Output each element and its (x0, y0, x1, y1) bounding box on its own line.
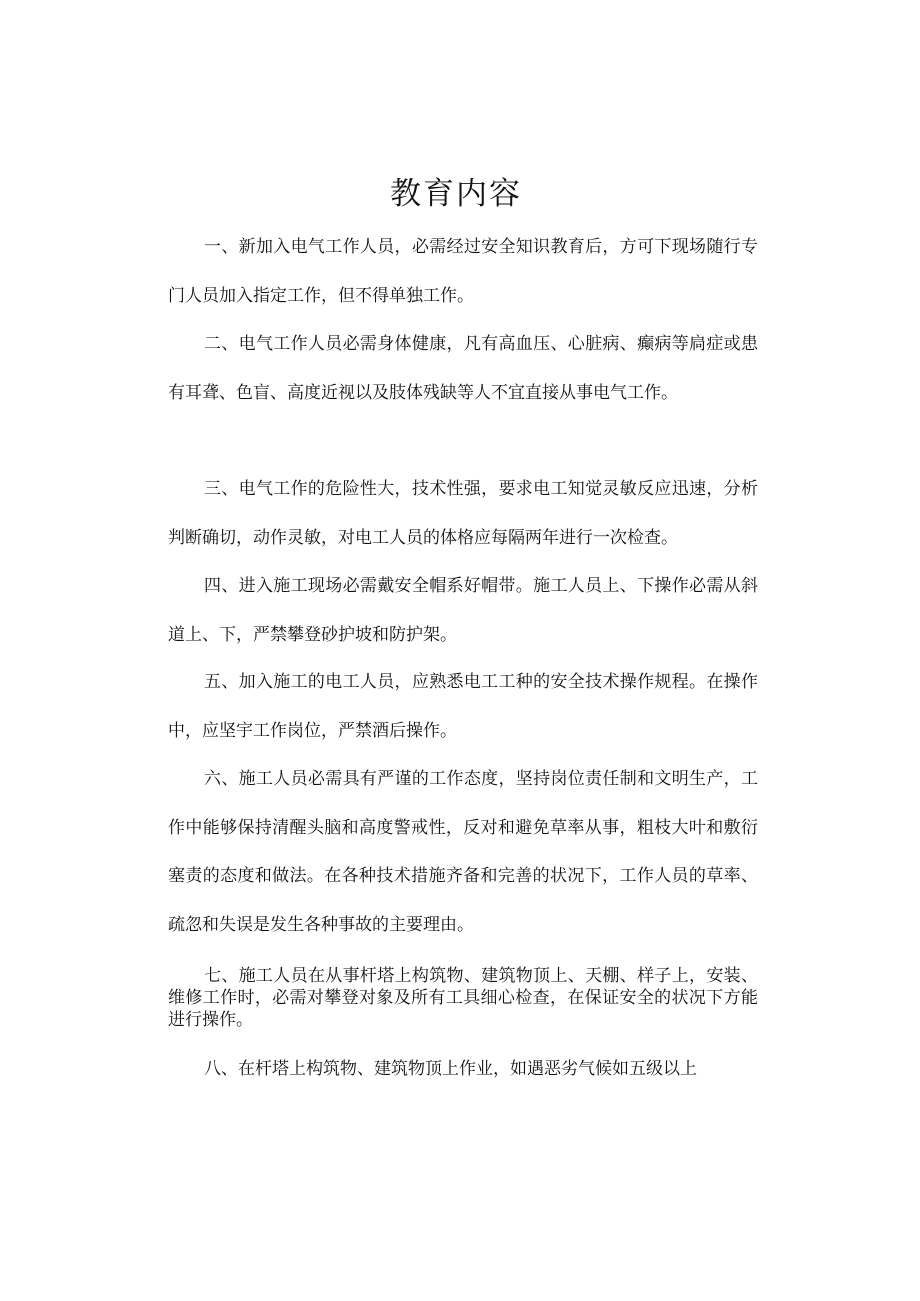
page-title: 教育内容 (390, 176, 522, 212)
paragraph-8: 八、在杆塔上构筑物、建筑物顶上作业，如遇恶劣气候如五级以上 (204, 1059, 697, 1079)
paragraph-6: 六、施工人员必需具有严谨的工作态度，坚持岗位责任制和文明生产，工作中能够保持清醒头脑和高度警戒性，反对和避免草率从事，粗枝大叶和敷衍塞责的态度和做法。在各种技术措施齐备和完善的状况下，工作人员的草率、疏忽和失误是发生各种事故的主要理由。 (168, 769, 758, 935)
paragraph-3: 三、电气工作的危险性大，技术性强，要求电工知觉灵敏反应迅速，分析判断确切，动作灵敏，对电工人员的体格应每隔两年进行一次检查。 (168, 479, 758, 548)
paragraph-4: 四、进入施工现场必需戴安全帽系好帽带。施工人员上、下操作必需从斜道上、下，严禁攀登砂护坡和防护架。 (168, 576, 758, 645)
paragraph-2: 二、电气工作人员必需身体健康，凡有高血压、心脏病、癫病等扃症或患有耳聋、色盲、高度近视以及肢体残缺等人不宜直接从事电气工作。 (168, 334, 758, 403)
paragraph-7: 七、施工人员在从事杆塔上构筑物、建筑物顶上、天棚、样子上，安装、维修工作时，必需对攀登对象及所有工具细心检查，在保证安全的状况下方能进行操作。 (168, 966, 758, 1030)
paragraph-1: 一、新加入电气工作人员，必需经过安全知识教育后，方可下现场随行专门人员加入指定工作，但不得单独工作。 (168, 237, 758, 306)
paragraph-5: 五、加入施工的电工人员，应熟悉电工工种的安全技术操作规程。在操作中，应坚宇工作岗位，严禁酒后操作。 (168, 672, 758, 741)
